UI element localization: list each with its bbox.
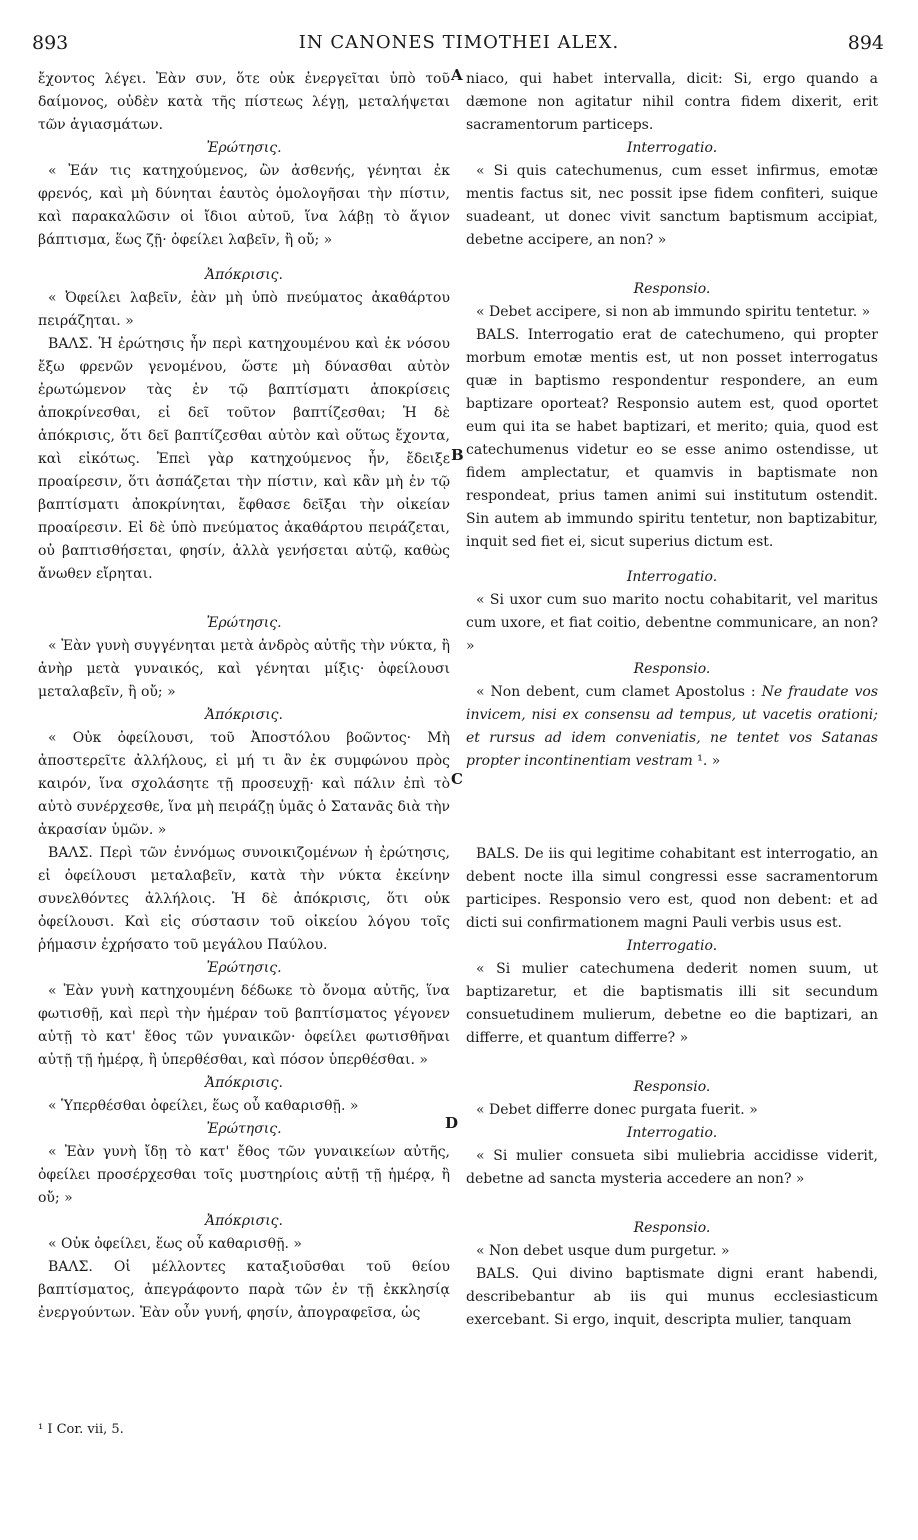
latin-heading: Interrogatio. — [626, 569, 718, 585]
latin-paragraph: « Debet accipere, si non ab immundo spiritu tentetur. » — [476, 304, 871, 320]
margin-marker-a: A — [451, 66, 463, 84]
latin-paragraph: « Non debet usque dum purgetur. » — [476, 1243, 730, 1259]
latin-commentary: BALS. Interrogatio erat de catechumeno, qui propter morbum emotæ mentis est, ut non posset interrogatus quæ in baptismo respondentur respondere, an eum baptizare oporteat? Responsio autem est, quod oportet eum qui ita se habet baptizari, et merito; quia, quod est catechumenus videtur eo se esse animo ostendisse, ut fidem amplectatur, et quamvis in baptismate non respondeat, prius tamen animi sui institutum ostendit. Sin autem ab immundo spiritu tentetur, non baptizabitur, inquit sed fiet ei, sicut superius dictum est. — [466, 327, 878, 550]
latin-heading: Responsio. — [633, 1079, 711, 1095]
greek-paragraph: « Οὐκ ὀφείλουσι, τοῦ Ἀποστόλου βοῶντος· Μὴ ἀποστερεῖτε ἀλλήλους, εἰ μή τι ἂν ἐκ συμφώνου πρὸς καιρόν, ἵνα σχολάσητε τῇ προσευχῇ· καὶ πάλιν ἐπὶ τὸ αὐτὸ συνέρχεσθε, ἵνα μὴ πειράζῃ ὑμᾶς ὁ Σατανᾶς διὰ τὴν ἀκρασίαν ὑμῶν. » — [38, 730, 450, 838]
greek-commentary: ΒΑΛΣ. Περὶ τῶν ἐννόμως συνοικιζομένων ἡ ἐρώτησις, εἰ ὀφείλουσι μεταλαβεῖν, κατὰ τὴν νύκτα ἐκείνην συνελθόντες ἀλλήλοις. Ἡ δὲ ἀπόκρισις, ὅτι οὐκ ὀφείλουσι. Καὶ εἰς σύστασιν τοῦ οἰκείου λόγου τοῖς ῥήμασιν ἐχρήσατο τοῦ μεγάλου Παύλου. — [38, 845, 450, 953]
margin-marker-c: C — [451, 770, 463, 788]
greek-paragraph: ἔχοντος λέγει. Ἐὰν συν, ὅτε οὐκ ἐνεργεῖται ὑπὸ τοῦ δαίμονος, οὐδὲν κατὰ τῆς πίστεως λέγῃ, μεταλήψεται τῶν ἁγιασμάτων. — [38, 71, 450, 133]
greek-heading: Ἀπόκρισις. — [205, 1213, 283, 1229]
greek-heading: Ἐρώτησις. — [206, 615, 282, 631]
greek-column — [38, 68, 450, 1325]
running-title: IN CANONES TIMOTHEI ALEX. — [298, 32, 620, 53]
scripture-quote: Ne fraudate vos invicem, nisi ex consensu ad tempus, ut vacetis orationi; et rursus ad idem conveniatis, ne tentet vos Satanas propter incontinentiam vestram — [466, 684, 878, 769]
greek-paragraph: « Ἐάν τις κατηχούμενος, ὢν ἀσθενής, γένηται ἐκ φρενός, καὶ μὴ δύνηται ἑαυτὸς ὁμολογῆσαι τὴν πίστιν, καὶ παρακαλῶσιν οἱ ἴδιοι αὐτοῦ, ἵνα λάβῃ τὸ ἅγιον βάπτισμα, ἕως ζῇ· ὀφείλει λαβεῖν, ἢ οὔ; » — [38, 163, 450, 248]
latin-heading: Interrogatio. — [626, 140, 718, 156]
margin-marker-d: D — [445, 1114, 459, 1132]
page-header — [0, 32, 918, 60]
greek-heading: Ἀπόκρισις. — [205, 1075, 283, 1091]
footnote: ¹ I Cor. vii, 5. — [38, 1422, 124, 1437]
latin-paragraph: « Si quis catechumenus, cum esset infirmus, emotæ mentis factus sit, nec possit ipse fidem confiteri, suique suadeant, ut donec vivit sanctum baptismum accipiat, debetne accipere, an non? » — [466, 163, 878, 248]
latin-paragraph: « Si mulier consueta sibi muliebria accidisse viderit, debetne ad sancta mysteria accedere an non? » — [466, 1148, 878, 1187]
latin-quote-tail: ¹. » — [692, 753, 721, 769]
page-number-left: 893 — [32, 32, 69, 54]
greek-heading: Ἐρώτησις. — [206, 1121, 282, 1137]
greek-heading: Ἐρώτησις. — [206, 960, 282, 976]
latin-heading: Interrogatio. — [626, 1125, 718, 1141]
latin-commentary: BALS. Qui divino baptismate digni erant habendi, describebantur ab iis qui munus ecclesiasticum exercebant. Si ergo, inquit, descripta mulier, tanquam — [466, 1266, 878, 1328]
latin-paragraph: niaco, qui habet intervalla, dicit: Si, ergo quando a dæmone non agitatur nihil contra fidem dixerit, erit sacramentorum particeps. — [466, 71, 878, 133]
greek-paragraph: « Ὀφείλει λαβεῖν, ἐὰν μὴ ὑπὸ πνεύματος ἀκαθάρτου πειράζηται. » — [38, 290, 450, 329]
latin-heading: Responsio. — [633, 661, 711, 677]
latin-paragraph — [466, 681, 878, 773]
page-number-right: 894 — [847, 32, 884, 54]
latin-column — [466, 68, 878, 1332]
greek-paragraph: « Ἐὰν γυνὴ ἴδῃ τὸ κατ' ἔθος τῶν γυναικείων αὐτῆς, ὀφείλει προσέρχεσθαι τοῖς μυστηρίοις αὐτῇ τῇ ἡμέρᾳ, ἢ οὔ; » — [38, 1144, 450, 1206]
greek-heading: Ἀπόκρισις. — [205, 267, 283, 283]
latin-paragraph: « Debet differre donec purgata fuerit. » — [476, 1102, 758, 1118]
greek-commentary: ΒΑΛΣ. Οἱ μέλλοντες καταξιοῦσθαι τοῦ θείου βαπτίσματος, ἀπεγράφοντο παρὰ τῶν ἐν τῇ ἐκκλησίᾳ ἐνεργούντων. Ἐὰν οὖν γυνή, φησίν, ἀπογραφεῖσα, ὡς — [38, 1259, 450, 1321]
greek-commentary: ΒΑΛΣ. Ἡ ἐρώτησις ἦν περὶ κατηχουμένου καὶ ἐκ νόσου ἔξω φρενῶν γενομένου, ὥστε μὴ δύνασθαι αὐτὸν ἐρωτώμενον τὰς ἐν τῷ βαπτίσματι ἀποκρίσεις ἀποκρίνεσθαι, εἰ δεῖ τοῦτον βαπτίζεσθαι; Ἡ δὲ ἀπόκρισις, ὅτι δεῖ βαπτίζεσθαι αὐτὸν καὶ οὕτως ἔχοντα, καὶ εἰκότως. Ἐπεὶ γὰρ κατηχούμενος ἦν, ἔδειξε προαίρεσιν, ὅτι ἀσπάζεται τὴν πίστιν, καὶ κἂν μὴ ἐν τῷ βαπτίσματι ἀποκρίνηται, ἔφθασε δεῖξαι τὴν οἰκείαν προαίρεσιν. Εἰ δὲ ὑπὸ πνεύματος ἀκαθάρτου πειράζεται, οὐ βαπτισθήσεται, φησίν, ἀλλὰ γενήσεται αὐτῷ, καθὼς ἄνωθεν εἴρηται. — [38, 336, 450, 582]
latin-commentary: BALS. De iis qui legitime cohabitant est interrogatio, an debent nocte illa simul congressi esse sacramentorum participes. Responsio vero est, quod non debent: et ad dicti sui confirmationem magni Pauli verbis usus est. — [466, 846, 878, 931]
margin-marker-b: B — [451, 446, 464, 464]
latin-paragraph: « Si uxor cum suo marito noctu cohabitarit, vel maritus cum uxore, et fiat coitio, debentne communicare, an non? » — [466, 592, 878, 654]
greek-paragraph: « Ἐὰν γυνὴ συγγένηται μετὰ ἀνδρὸς αὐτῆς τὴν νύκτα, ἢ ἀνὴρ μετὰ γυναικός, καὶ γένηται μίξις· ὀφείλουσι μεταλαβεῖν, ἢ οὔ; » — [38, 638, 450, 700]
greek-paragraph: « Ὑπερθέσθαι ὀφείλει, ἕως οὗ καθαρισθῇ. » — [48, 1098, 359, 1114]
latin-quote-lead: « Non debent, cum clamet Apostolus : — [476, 684, 762, 700]
greek-paragraph: « Οὐκ ὀφείλει, ἕως οὗ καθαρισθῇ. » — [48, 1236, 302, 1252]
latin-heading: Responsio. — [633, 281, 711, 297]
greek-heading: Ἀπόκρισις. — [205, 707, 283, 723]
latin-heading: Responsio. — [633, 1220, 711, 1236]
greek-heading: Ἐρώτησις. — [206, 140, 282, 156]
latin-paragraph: « Si mulier catechumena dederit nomen suum, ut baptizaretur, et die baptismatis illi sit secundum consuetudinem mulierum, debetne eo die baptizari, an differre, et quantum differre? » — [466, 961, 878, 1046]
latin-heading: Interrogatio. — [626, 938, 718, 954]
greek-paragraph: « Ἐὰν γυνὴ κατηχουμένη δέδωκε τὸ ὄνομα αὐτῆς, ἵνα φωτισθῇ, καὶ περὶ τὴν ἡμέραν τοῦ βαπτίσματος γέγονεν αὐτῇ τὸ κατ' ἔθος τῶν γυναικῶν· ὀφείλει φωτισθῆναι αὐτῇ τῇ ἡμέρᾳ, ἢ ὑπερθέσθαι, καὶ πόσον ὑπερθέσθαι. » — [38, 983, 450, 1068]
